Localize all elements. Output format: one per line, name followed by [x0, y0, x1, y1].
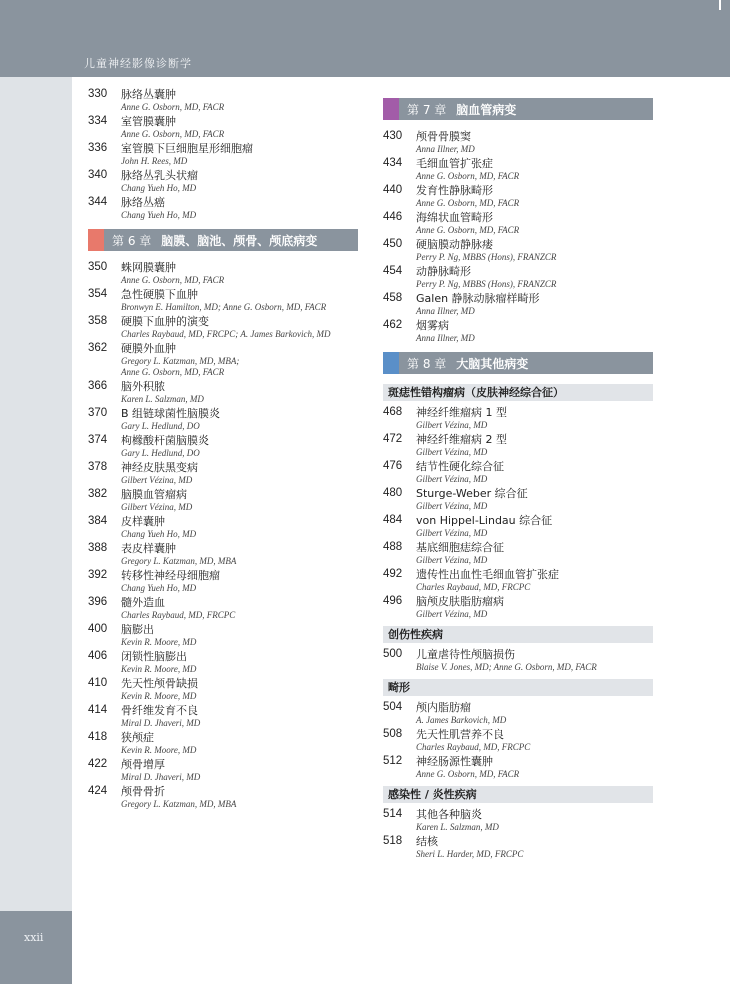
- toc-entry: [383, 568, 653, 593]
- entry-author: Charles Raybaud, MD, FRCPC: [416, 742, 531, 752]
- chapter-number: 第 6 章: [112, 234, 152, 248]
- entry-author: Chang Yueh Ho, MD: [121, 583, 197, 593]
- toc-entry: [383, 648, 653, 673]
- entry-title: 颅骨骨膜窦: [416, 130, 471, 143]
- entry-page-number: 378: [88, 461, 108, 473]
- entry-page-number: 454: [383, 265, 403, 277]
- toc-entry: [88, 261, 358, 286]
- toc-entry: [88, 677, 358, 702]
- toc-entry: [88, 650, 358, 675]
- toc-entry: [383, 211, 653, 236]
- toc-entry: [383, 835, 653, 860]
- toc-entry: [88, 434, 358, 459]
- toc-entry: [383, 514, 653, 539]
- entry-author: Anne G. Osborn, MD, FACR: [121, 275, 225, 285]
- toc-entry: [88, 623, 358, 648]
- entry-author: Gary L. Hedlund, DO: [121, 448, 200, 458]
- section-heading: 斑痣性错构瘤病（皮肤神经综合征）: [383, 384, 653, 401]
- entry-title: 海绵状血管畸形: [416, 211, 493, 224]
- entry-page-number: 388: [88, 542, 108, 554]
- entry-page-number: 476: [383, 460, 403, 472]
- entry-author: Gilbert Vézina, MD: [121, 475, 193, 485]
- entry-page-number: 492: [383, 568, 403, 580]
- toc-entry: [383, 755, 653, 780]
- entry-author: Anne G. Osborn, MD, FACR: [416, 225, 520, 235]
- crop-mark: [719, 0, 721, 10]
- toc-list: [383, 701, 653, 780]
- entry-author: Gilbert Vézina, MD: [416, 447, 488, 457]
- toc-entry: [88, 461, 358, 486]
- entry-author: Charles Raybaud, MD, FRCPC: [121, 610, 236, 620]
- entry-page-number: 446: [383, 211, 403, 223]
- entry-page-number: 424: [88, 785, 108, 797]
- entry-title: 遗传性出血性毛细血管扩张症: [416, 568, 559, 581]
- entry-page-number: 458: [383, 292, 403, 304]
- entry-author: Chang Yueh Ho, MD: [121, 210, 197, 220]
- entry-author: Gregory L. Katzman, MD, MBA: [121, 799, 237, 809]
- entry-page-number: 370: [88, 407, 108, 419]
- entry-author: Sheri L. Harder, MD, FRCPC: [416, 849, 524, 859]
- entry-page-number: 374: [88, 434, 108, 446]
- entry-title: Sturge-Weber 综合征: [416, 487, 528, 500]
- entry-title: 脉络丛囊肿: [121, 88, 176, 101]
- chapter-6-header: [88, 229, 358, 251]
- toc-entry: [88, 785, 358, 810]
- entry-page-number: 518: [383, 835, 403, 847]
- entry-author: A. James Barkovich, MD: [416, 715, 507, 725]
- entry-author: Gregory L. Katzman, MD, MBA: [121, 556, 237, 566]
- entry-author: Perry P. Ng, MBBS (Hons), FRANZCR: [416, 252, 557, 262]
- entry-page-number: 340: [88, 169, 108, 181]
- toc-list: [88, 261, 358, 810]
- entry-title: 儿童虐待性颅脑损伤: [416, 648, 515, 661]
- entry-page-number: 468: [383, 406, 403, 418]
- chapter-number: 第 7 章: [407, 103, 447, 117]
- entry-title: 硬膜下血肿的演变: [121, 315, 209, 328]
- entry-author: Gilbert Vézina, MD: [416, 474, 488, 484]
- entry-page-number: 366: [88, 380, 108, 392]
- entry-title: 室管膜囊肿: [121, 115, 176, 128]
- entry-page-number: 382: [88, 488, 108, 500]
- entry-title: 基底细胞痣综合征: [416, 541, 504, 554]
- toc-entry: [88, 569, 358, 594]
- entry-page-number: 418: [88, 731, 108, 743]
- entry-page-number: 508: [383, 728, 403, 740]
- entry-title: 髓外造血: [121, 596, 165, 609]
- toc-left-column: [88, 88, 358, 812]
- entry-title: 硬膜外血肿: [121, 342, 176, 355]
- entry-title: 先天性颅骨缺损: [121, 677, 198, 690]
- entry-page-number: 500: [383, 648, 403, 660]
- entry-title: B 组链球菌性脑膜炎: [121, 407, 221, 420]
- entry-title: 脑颅皮肤脂肪瘤病: [416, 595, 504, 608]
- toc-entry: [88, 407, 358, 432]
- chapter-title: 脑膜、脑池、颅骨、颅底病变: [161, 234, 318, 248]
- toc-entry: [88, 288, 358, 313]
- toc-list: [383, 130, 653, 344]
- toc-entry: [383, 728, 653, 753]
- chapter-color-chip: [88, 229, 104, 251]
- entry-title: 转移性神经母细胞瘤: [121, 569, 220, 582]
- entry-title: 颅内脂肪瘤: [416, 701, 471, 714]
- toc-entry: [383, 265, 653, 290]
- toc-entry: [88, 380, 358, 405]
- entry-title: 神经肠源性囊肿: [416, 755, 493, 768]
- toc-entry: [383, 292, 653, 317]
- entry-page-number: 396: [88, 596, 108, 608]
- toc-entry: [383, 595, 653, 620]
- toc-entry: [88, 596, 358, 621]
- entry-title: 烟雾病: [416, 319, 449, 332]
- entry-author: Kevin R. Moore, MD: [121, 691, 197, 701]
- entry-author: Kevin R. Moore, MD: [121, 664, 197, 674]
- entry-page-number: 330: [88, 88, 108, 100]
- entry-author: Karen L. Salzman, MD: [416, 822, 499, 832]
- toc-entry: [88, 115, 358, 140]
- entry-title: 结节性硬化综合征: [416, 460, 504, 473]
- entry-page-number: 504: [383, 701, 403, 713]
- page-number-tab: [0, 911, 72, 984]
- entry-author: Anne G. Osborn, MD, FACR: [121, 129, 225, 139]
- entry-title: 脑外积脓: [121, 380, 165, 393]
- toc-entry: [383, 238, 653, 263]
- entry-title: 皮样囊肿: [121, 515, 165, 528]
- side-band: [0, 77, 72, 984]
- entry-page-number: 514: [383, 808, 403, 820]
- toc-entry: [88, 88, 358, 113]
- entry-title: 表皮样囊肿: [121, 542, 176, 555]
- chapter-7-header: [383, 98, 653, 120]
- entry-author: Miral D. Jhaveri, MD: [121, 772, 201, 782]
- toc-entry: [383, 319, 653, 344]
- chapter-color-chip: [383, 98, 399, 120]
- entry-author: John H. Rees, MD: [121, 156, 188, 166]
- chapter-title: 脑血管病变: [456, 103, 517, 117]
- entry-title: 闭锁性脑膨出: [121, 650, 187, 663]
- entry-title: 发育性静脉畸形: [416, 184, 493, 197]
- toc-entry: [383, 808, 653, 833]
- entry-author: Gregory L. Katzman, MD, MBA;: [121, 356, 240, 366]
- entry-author: Gilbert Vézina, MD: [416, 501, 488, 511]
- entry-title: 毛细血管扩张症: [416, 157, 493, 170]
- entry-author: Karen L. Salzman, MD: [121, 394, 204, 404]
- entry-title: 其他各种脑炎: [416, 808, 482, 821]
- entry-author: Anne G. Osborn, MD, FACR: [121, 367, 225, 377]
- entry-page-number: 336: [88, 142, 108, 154]
- entry-author: Gilbert Vézina, MD: [416, 555, 488, 565]
- toc-entry: [383, 487, 653, 512]
- entry-page-number: 362: [88, 342, 108, 354]
- page-number: xxii: [24, 931, 44, 944]
- entry-title: 颅骨增厚: [121, 758, 165, 771]
- entry-title: 颅骨骨折: [121, 785, 165, 798]
- toc-entry: [383, 184, 653, 209]
- entry-page-number: 472: [383, 433, 403, 445]
- entry-author: Chang Yueh Ho, MD: [121, 529, 197, 539]
- entry-author: Perry P. Ng, MBBS (Hons), FRANZCR: [416, 279, 557, 289]
- toc-list: [383, 808, 653, 860]
- entry-author: Anna Illner, MD: [416, 333, 475, 343]
- entry-author: Anna Illner, MD: [416, 144, 475, 154]
- entry-title: 脑膨出: [121, 623, 154, 636]
- entry-author: Anna Illner, MD: [416, 306, 475, 316]
- entry-author: Kevin R. Moore, MD: [121, 745, 197, 755]
- toc-entry: [88, 542, 358, 567]
- toc-entry: [383, 460, 653, 485]
- entry-page-number: 484: [383, 514, 403, 526]
- entry-page-number: 410: [88, 677, 108, 689]
- toc-entry: [88, 704, 358, 729]
- toc-entry: [88, 315, 358, 340]
- entry-page-number: 450: [383, 238, 403, 250]
- entry-page-number: 384: [88, 515, 108, 527]
- entry-title: von Hippel-Lindau 综合征: [416, 514, 553, 527]
- toc-entry: [88, 169, 358, 194]
- entry-page-number: 488: [383, 541, 403, 553]
- entry-title: 结核: [416, 835, 438, 848]
- toc-entry: [383, 541, 653, 566]
- entry-title: 神经纤维瘤病 2 型: [416, 433, 507, 446]
- toc-list: [383, 648, 653, 673]
- entry-page-number: 440: [383, 184, 403, 196]
- chapter-title: 大脑其他病变: [456, 357, 529, 371]
- entry-author: Gilbert Vézina, MD: [121, 502, 193, 512]
- entry-author: Charles Raybaud, MD, FRCPC; A. James Barkovich, MD: [121, 329, 331, 339]
- entry-page-number: 434: [383, 157, 403, 169]
- toc-entry: [383, 433, 653, 458]
- entry-author: Anne G. Osborn, MD, FACR: [416, 198, 520, 208]
- chapter-8-header: [383, 352, 653, 374]
- toc-entry: [383, 406, 653, 431]
- entry-author: Anne G. Osborn, MD, FACR: [416, 769, 520, 779]
- entry-title: 脉络丛乳头状瘤: [121, 169, 198, 182]
- toc-entry: [88, 342, 358, 378]
- entry-title: 骨纤维发育不良: [121, 704, 198, 717]
- toc-list: [383, 406, 653, 620]
- section-heading: 感染性 / 炎性疾病: [383, 786, 653, 803]
- entry-title: 急性硬膜下血肿: [121, 288, 198, 301]
- entry-author: Gilbert Vézina, MD: [416, 528, 488, 538]
- entry-page-number: 480: [383, 487, 403, 499]
- entry-page-number: 344: [88, 196, 108, 208]
- section-heading: 畸形: [383, 679, 653, 696]
- entry-title: 狭颅症: [121, 731, 154, 744]
- toc-right-column: [383, 88, 653, 862]
- entry-author: Gary L. Hedlund, DO: [121, 421, 200, 431]
- entry-title: Galen 静脉动脉瘤样畸形: [416, 292, 540, 305]
- entry-page-number: 430: [383, 130, 403, 142]
- entry-page-number: 462: [383, 319, 403, 331]
- entry-title: 脉络丛癌: [121, 196, 165, 209]
- entry-title: 硬脑膜动静脉瘘: [416, 238, 493, 251]
- entry-title: 脑膜血管瘤病: [121, 488, 187, 501]
- entry-page-number: 414: [88, 704, 108, 716]
- entry-author: Kevin R. Moore, MD: [121, 637, 197, 647]
- entry-author: Gilbert Vézina, MD: [416, 609, 488, 619]
- entry-title: 神经皮肤黑变病: [121, 461, 198, 474]
- entry-title: 动静脉畸形: [416, 265, 471, 278]
- chapter-color-chip: [383, 352, 399, 374]
- entry-author: Chang Yueh Ho, MD: [121, 183, 197, 193]
- toc-entry: [383, 130, 653, 155]
- entry-title: 室管膜下巨细胞星形细胞瘤: [121, 142, 253, 155]
- toc-entry: [88, 758, 358, 783]
- toc-entry: [88, 488, 358, 513]
- entry-title: 先天性肌营养不良: [416, 728, 504, 741]
- entry-page-number: 350: [88, 261, 108, 273]
- entry-page-number: 422: [88, 758, 108, 770]
- entry-page-number: 406: [88, 650, 108, 662]
- entry-author: Charles Raybaud, MD, FRCPC: [416, 582, 531, 592]
- entry-title: 蛛网膜囊肿: [121, 261, 176, 274]
- toc-entry: [88, 142, 358, 167]
- entry-title: 枸橼酸杆菌脑膜炎: [121, 434, 209, 447]
- toc-entry: [88, 731, 358, 756]
- chapter-number: 第 8 章: [407, 357, 447, 371]
- entry-page-number: 354: [88, 288, 108, 300]
- entry-author: Gilbert Vézina, MD: [416, 420, 488, 430]
- entry-page-number: 496: [383, 595, 403, 607]
- toc-list: [88, 88, 358, 221]
- entry-author: Bronwyn E. Hamilton, MD; Anne G. Osborn, MD, FACR: [121, 302, 327, 312]
- entry-author: Anne G. Osborn, MD, FACR: [416, 171, 520, 181]
- toc-entry: [383, 701, 653, 726]
- section-heading: 创伤性疾病: [383, 626, 653, 643]
- entry-page-number: 512: [383, 755, 403, 767]
- entry-page-number: 400: [88, 623, 108, 635]
- toc-entry: [88, 196, 358, 221]
- header-band: [0, 0, 730, 77]
- book-title: 儿童神经影像诊断学: [84, 57, 192, 70]
- entry-author: Anne G. Osborn, MD, FACR: [121, 102, 225, 112]
- entry-author: Blaise V. Jones, MD; Anne G. Osborn, MD, FACR: [416, 662, 597, 672]
- toc-entry: [383, 157, 653, 182]
- toc-entry: [88, 515, 358, 540]
- entry-title: 神经纤维瘤病 1 型: [416, 406, 507, 419]
- entry-author: Miral D. Jhaveri, MD: [121, 718, 201, 728]
- entry-page-number: 392: [88, 569, 108, 581]
- entry-page-number: 358: [88, 315, 108, 327]
- entry-page-number: 334: [88, 115, 108, 127]
